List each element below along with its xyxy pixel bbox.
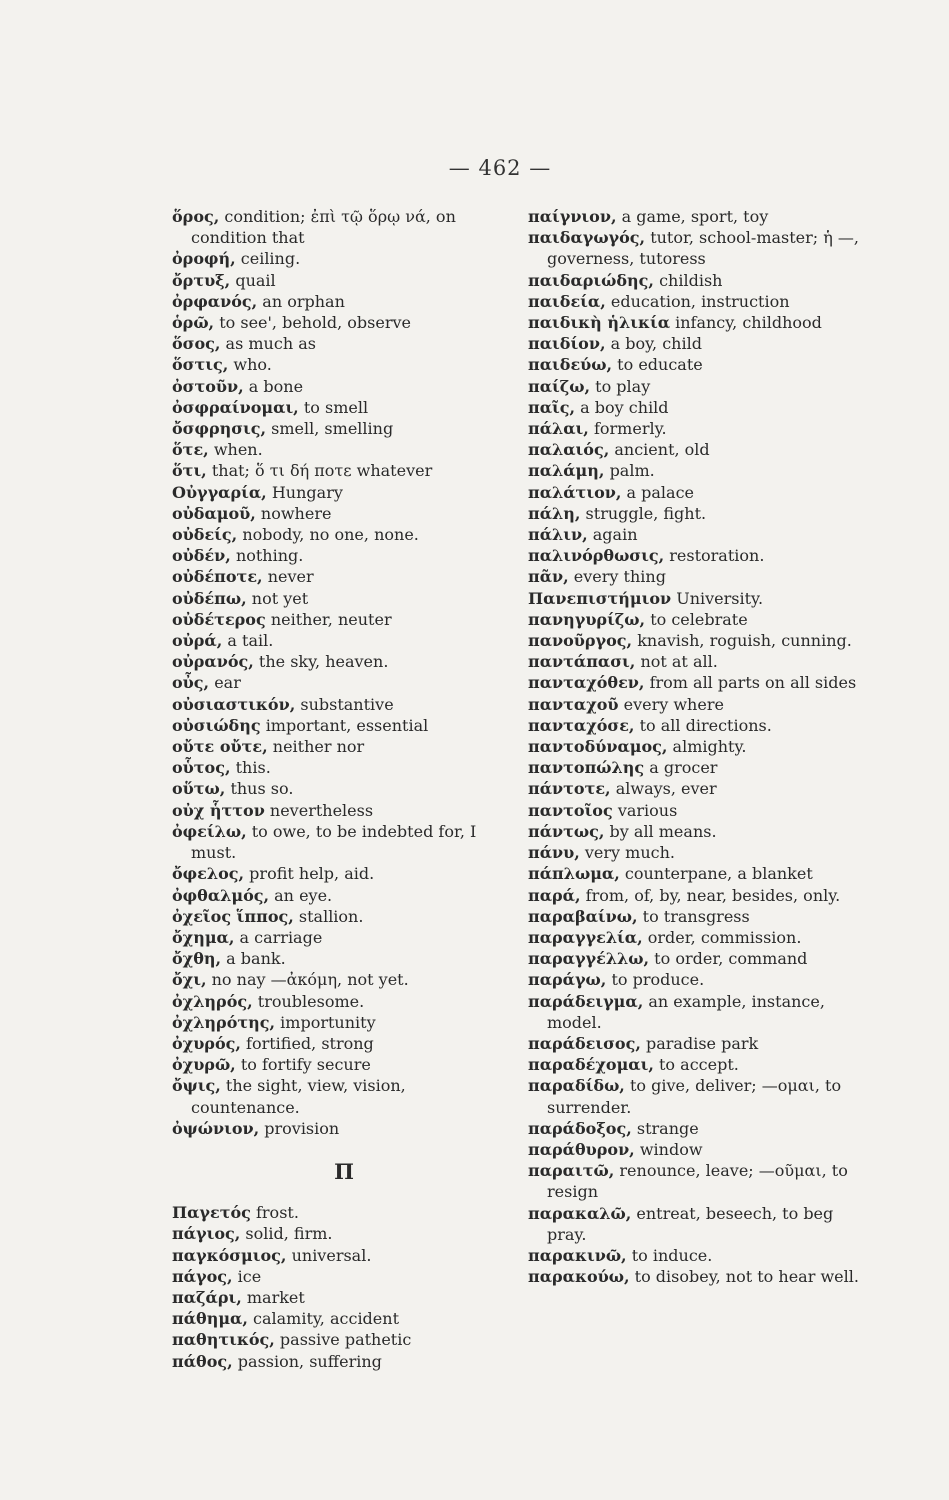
dictionary-entry xyxy=(172,1266,517,1287)
entry-definition: quail xyxy=(235,270,276,290)
entry-headword: ὄχημα, xyxy=(172,927,235,947)
dictionary-entry xyxy=(528,863,868,884)
dictionary-entry xyxy=(528,566,868,587)
entry-definition: formerly. xyxy=(593,419,667,439)
entry-definition: troublesome. xyxy=(257,991,365,1011)
entry-definition: a tail. xyxy=(227,631,274,651)
entry-definition: order, commission. xyxy=(647,927,802,947)
entry-headword: ὀχληρότης, xyxy=(172,1012,276,1032)
dictionary-entry xyxy=(528,630,868,651)
entry-headword: οὐδέπω, xyxy=(172,588,247,608)
dictionary-entry xyxy=(528,1075,868,1117)
entry-headword: παρά, xyxy=(528,885,581,905)
entry-definition: again xyxy=(592,525,638,545)
entry-definition: the sky, heaven. xyxy=(258,652,389,672)
entry-headword: παίγνιον, xyxy=(528,207,617,226)
entry-definition: to owe, to be indebted for, I must. xyxy=(191,821,477,863)
entry-headword: πάντοτε, xyxy=(528,779,611,799)
entry-definition: to induce. xyxy=(631,1245,713,1265)
entry-headword: ὅρος, xyxy=(172,207,220,226)
dictionary-entry xyxy=(172,524,517,545)
entry-headword: πάγος, xyxy=(172,1266,233,1286)
entry-headword: παλάτιον, xyxy=(528,482,622,502)
entry-definition: to play xyxy=(595,376,651,396)
dictionary-entry xyxy=(528,948,868,969)
entry-headword: παιδεύω, xyxy=(528,355,613,375)
entry-definition: passion, suffering xyxy=(237,1351,382,1371)
dictionary-entry xyxy=(172,672,517,693)
dictionary-entry xyxy=(528,524,868,545)
entry-headword: ὅσος, xyxy=(172,334,221,354)
entry-headword: πανοῦργος, xyxy=(528,631,633,651)
dictionary-entry xyxy=(528,227,868,269)
dictionary-entry xyxy=(172,885,517,906)
entry-headword: οὔτε οὔτε, xyxy=(172,737,268,757)
dictionary-entry xyxy=(172,906,517,927)
entry-definition: that; ὅ τι δή ποτε whatever xyxy=(211,461,433,481)
dictionary-entry xyxy=(172,630,517,651)
dictionary-entry xyxy=(172,927,517,948)
entry-headword: παλάμη, xyxy=(528,461,605,481)
entry-definition: nowhere xyxy=(260,503,332,523)
entry-headword: ὅτε, xyxy=(172,440,209,460)
dictionary-entry xyxy=(172,333,517,354)
dictionary-entry xyxy=(528,778,868,799)
entry-headword: παντοπώλης xyxy=(528,758,645,778)
entry-headword: παραδέχομαι, xyxy=(528,1055,654,1075)
entry-headword: ὀχυρός, xyxy=(172,1033,241,1053)
right-entries xyxy=(528,206,868,1287)
dictionary-entry xyxy=(528,1245,868,1266)
entry-headword: παρακούω, xyxy=(528,1267,630,1287)
dictionary-entry xyxy=(172,503,517,524)
entry-headword: πανταχοῦ xyxy=(528,694,619,714)
dictionary-entry xyxy=(172,948,517,969)
entry-headword: παιδικὴ ἡλικία xyxy=(528,313,671,333)
entry-headword: παράγω, xyxy=(528,970,607,990)
entry-definition: a bank. xyxy=(226,949,286,969)
entry-headword: παλαιός, xyxy=(528,440,610,460)
dictionary-entry xyxy=(172,248,517,269)
dictionary-entry xyxy=(528,206,868,227)
entry-definition: a grocer xyxy=(649,758,718,778)
entry-definition: a carriage xyxy=(239,927,323,947)
entry-headword: παιδαγωγός, xyxy=(528,228,646,248)
entry-headword: παράδοξος, xyxy=(528,1118,632,1138)
entry-headword: ὀχεῖος ἵππος, xyxy=(172,906,294,926)
entry-headword: πάλιν, xyxy=(528,525,588,545)
entry-headword: οὐρανός, xyxy=(172,652,254,672)
dictionary-entry xyxy=(172,545,517,566)
entry-headword: πάνυ, xyxy=(528,843,580,863)
dictionary-entry xyxy=(172,439,517,460)
entry-headword: παραγγελία, xyxy=(528,927,643,947)
entry-headword: πανταχόσε, xyxy=(528,715,635,735)
entry-definition: every thing xyxy=(573,567,666,587)
dictionary-entry xyxy=(528,927,868,948)
entry-headword: παντοδύναμος, xyxy=(528,737,668,757)
entry-definition: to all directions. xyxy=(639,715,772,735)
dictionary-entry xyxy=(172,1202,517,1223)
entry-headword: παρακαλῶ, xyxy=(528,1203,632,1223)
entry-definition: never xyxy=(267,567,314,587)
entry-definition: who. xyxy=(233,355,272,375)
entry-headword: οὖς, xyxy=(172,673,210,693)
dictionary-entry xyxy=(172,566,517,587)
entry-headword: ὅστις, xyxy=(172,355,229,375)
dictionary-entry xyxy=(528,418,868,439)
dictionary-entry xyxy=(528,588,868,609)
entry-definition: ancient, old xyxy=(614,440,710,460)
entry-headword: πανηγυρίζω, xyxy=(528,609,646,629)
dictionary-entry xyxy=(528,460,868,481)
entry-definition: window xyxy=(639,1139,703,1159)
entry-headword: οὐσιώδης xyxy=(172,715,261,735)
entry-definition: universal. xyxy=(291,1245,372,1265)
entry-definition: by all means. xyxy=(609,821,717,841)
dictionary-entry xyxy=(172,1118,517,1139)
entry-headword: οὐσιαστικόν, xyxy=(172,694,296,714)
entry-headword: ὄχι, xyxy=(172,970,207,990)
left-entries-pi xyxy=(172,1202,517,1372)
entry-definition: to give, deliver; —ομαι, to surrender. xyxy=(547,1076,842,1117)
entry-definition: important, essential xyxy=(265,715,429,735)
dictionary-entry xyxy=(528,991,868,1033)
entry-headword: οὐδέτερος xyxy=(172,609,266,629)
dictionary-entry xyxy=(172,206,517,248)
entry-definition: strange xyxy=(636,1118,699,1138)
dictionary-entry xyxy=(172,969,517,990)
entry-headword: οὐδέποτε, xyxy=(172,567,263,587)
entry-headword: ὀψώνιον, xyxy=(172,1118,260,1138)
dictionary-entry xyxy=(172,1351,517,1372)
dictionary-entry xyxy=(528,354,868,375)
entry-headword: πάλαι, xyxy=(528,419,589,439)
entry-headword: παιδεία, xyxy=(528,291,606,311)
entry-definition: importunity xyxy=(280,1012,376,1032)
entry-definition: nobody, no one, none. xyxy=(242,525,419,545)
dictionary-entry xyxy=(528,1160,868,1202)
entry-headword: ὀχυρῶ, xyxy=(172,1055,236,1075)
entry-definition: a boy, child xyxy=(610,334,702,354)
entry-definition: neither nor xyxy=(272,737,365,757)
dictionary-entry xyxy=(528,312,868,333)
dictionary-entry xyxy=(172,312,517,333)
entry-definition: as much as xyxy=(225,334,316,354)
entry-headword: οὐδαμοῦ, xyxy=(172,503,256,523)
entry-definition: to see', behold, observe xyxy=(219,313,411,333)
entry-definition: calamity, accident xyxy=(253,1309,399,1329)
dictionary-entry xyxy=(172,715,517,736)
entry-definition: passive pathetic xyxy=(279,1330,412,1350)
dictionary-entry xyxy=(528,291,868,312)
entry-definition: market xyxy=(246,1287,305,1307)
entry-headword: παντάπασι, xyxy=(528,652,636,672)
dictionary-entry xyxy=(528,672,868,693)
entry-definition: the sight, view, vision, countenance. xyxy=(191,1076,406,1117)
dictionary-entry xyxy=(172,863,517,884)
entry-definition: ceiling. xyxy=(240,249,301,269)
page-number: — 462 — xyxy=(448,156,552,180)
entry-headword: παράδεισος, xyxy=(528,1033,641,1053)
dictionary-entry xyxy=(528,439,868,460)
entry-definition: to disobey, not to hear well. xyxy=(634,1267,859,1287)
dictionary-entry xyxy=(528,800,868,821)
entry-headword: παρακινῶ, xyxy=(528,1245,627,1265)
entry-definition: condition; ἐπὶ τῷ ὅρῳ νά, on condition that xyxy=(191,207,456,248)
entry-definition: no nay —ἀκόμη, not yet. xyxy=(211,970,409,990)
entry-headword: Παγετός xyxy=(172,1203,251,1223)
entry-definition: knavish, roguish, cunning. xyxy=(637,631,852,651)
dictionary-entry xyxy=(528,503,868,524)
entry-definition: this. xyxy=(235,758,271,778)
entry-headword: ὄσφρησις, xyxy=(172,419,267,439)
entry-definition: provision xyxy=(264,1118,340,1138)
entry-headword: ὀροφή, xyxy=(172,249,236,269)
dictionary-entry xyxy=(528,1266,868,1287)
entry-definition: to fortify secure xyxy=(240,1055,371,1075)
entry-headword: παραδίδω, xyxy=(528,1076,625,1096)
dictionary-entry xyxy=(172,757,517,778)
entry-definition: struggle, fight. xyxy=(585,503,707,523)
dictionary-entry xyxy=(172,821,517,863)
entry-headword: παθητικός, xyxy=(172,1330,275,1350)
dictionary-entry xyxy=(172,1245,517,1266)
entry-definition: to accept. xyxy=(659,1055,739,1075)
entry-headword: παράθυρον, xyxy=(528,1139,635,1159)
dictionary-entry xyxy=(528,969,868,990)
entry-definition: substantive xyxy=(300,694,394,714)
entry-definition: very much. xyxy=(584,843,675,863)
dictionary-entry xyxy=(172,460,517,481)
entry-headword: παῖς, xyxy=(528,397,576,417)
dictionary-entry xyxy=(172,376,517,397)
dictionary-entry xyxy=(528,270,868,291)
entry-definition: renounce, leave; —οῦμαι, to resign xyxy=(547,1161,848,1202)
dictionary-entry xyxy=(528,736,868,757)
entry-headword: οὐχ ἧττον xyxy=(172,800,265,820)
left-column xyxy=(172,206,517,1372)
entry-headword: παλινόρθωσις, xyxy=(528,546,665,566)
entry-definition: childish xyxy=(659,270,723,290)
entry-definition: almighty. xyxy=(672,737,747,757)
entry-definition: stallion. xyxy=(298,906,364,926)
dictionary-entry xyxy=(172,291,517,312)
dictionary-entry xyxy=(172,1223,517,1244)
entry-headword: ὄφελος, xyxy=(172,864,245,884)
entry-headword: ὀρφανός, xyxy=(172,291,258,311)
entry-headword: παίζω, xyxy=(528,376,591,396)
entry-definition: paradise park xyxy=(646,1033,759,1053)
entry-definition: University. xyxy=(676,588,764,608)
right-column xyxy=(528,206,868,1287)
dictionary-entry xyxy=(528,1033,868,1054)
entry-headword: ὁρῶ, xyxy=(172,313,215,333)
entry-definition: solid, firm. xyxy=(245,1224,333,1244)
entry-definition: to celebrate xyxy=(650,609,748,629)
entry-definition: thus so. xyxy=(230,779,294,799)
entry-headword: παντοῖος xyxy=(528,800,613,820)
entry-definition: fortified, strong xyxy=(246,1033,374,1053)
dictionary-entry xyxy=(172,1012,517,1033)
dictionary-entry xyxy=(528,757,868,778)
entry-definition: when. xyxy=(213,440,263,460)
dictionary-entry xyxy=(528,376,868,397)
entry-headword: οὐδέν, xyxy=(172,546,231,566)
entry-definition: to order, command xyxy=(654,949,808,969)
entry-definition: an example, instance, model. xyxy=(547,991,825,1032)
dictionary-entry xyxy=(172,588,517,609)
entry-headword: παγκόσμιος, xyxy=(172,1245,287,1265)
entry-headword: παιδαριώδης, xyxy=(528,270,654,290)
entry-headword: ὀσφραίνομαι, xyxy=(172,397,299,417)
entry-headword: οὐρά, xyxy=(172,631,223,651)
entry-definition: a palace xyxy=(626,482,694,502)
dictionary-entry xyxy=(528,333,868,354)
entry-headword: ὀχληρός, xyxy=(172,991,253,1011)
dictionary-entry xyxy=(172,800,517,821)
entry-definition: to transgress xyxy=(642,906,750,926)
section-letter-pi: Π xyxy=(334,1158,355,1184)
entry-definition: every where xyxy=(623,694,724,714)
dictionary-entry xyxy=(172,354,517,375)
dictionary-entry xyxy=(172,482,517,503)
entry-headword: πάλη, xyxy=(528,503,581,523)
dictionary-entry xyxy=(528,545,868,566)
entry-headword: παραιτῶ, xyxy=(528,1161,615,1181)
entry-definition: Hungary xyxy=(271,482,343,502)
entry-definition: entreat, beseech, to beg pray. xyxy=(547,1203,834,1244)
entry-definition: profit help, aid. xyxy=(249,864,375,884)
entry-definition: palm. xyxy=(609,461,655,481)
entry-definition: a boy child xyxy=(580,397,669,417)
entry-headword: ὄχθη, xyxy=(172,949,222,969)
dictionary-entry xyxy=(528,1118,868,1139)
entry-headword: ὀφείλω, xyxy=(172,821,247,841)
entry-definition: ice xyxy=(237,1266,262,1286)
dictionary-entry xyxy=(172,991,517,1012)
dictionary-entry xyxy=(172,736,517,757)
entry-definition: to educate xyxy=(617,355,703,375)
entry-headword: ὅτι, xyxy=(172,461,207,481)
entry-definition: education, instruction xyxy=(610,291,790,311)
entry-definition: smell, smelling xyxy=(271,419,394,439)
entry-headword: πάγιος, xyxy=(172,1224,241,1244)
entry-definition: neither, neuter xyxy=(270,609,392,629)
entry-definition: ear xyxy=(214,673,241,693)
entry-headword: παράδειγμα, xyxy=(528,991,644,1011)
dictionary-entry xyxy=(172,1075,517,1117)
dictionary-entry xyxy=(528,906,868,927)
dictionary-entry xyxy=(528,885,868,906)
entry-headword: παραβαίνω, xyxy=(528,906,638,926)
entry-definition: frost. xyxy=(255,1203,299,1223)
dictionary-entry xyxy=(172,609,517,630)
entry-definition: tutor, school-master; ἡ —, governess, tutoress xyxy=(547,228,860,269)
entry-definition: a bone xyxy=(248,376,304,396)
dictionary-entry xyxy=(528,397,868,418)
dictionary-entry xyxy=(172,1308,517,1329)
entry-headword: Πανεπιστήμιον xyxy=(528,588,672,608)
dictionary-entry xyxy=(528,609,868,630)
dictionary-entry xyxy=(172,1033,517,1054)
entry-definition: not yet xyxy=(251,588,309,608)
dictionary-entry xyxy=(528,821,868,842)
entry-definition: not at all. xyxy=(640,652,718,672)
entry-headword: οὐδείς, xyxy=(172,525,238,545)
dictionary-entry xyxy=(528,1054,868,1075)
dictionary-entry xyxy=(528,1203,868,1245)
entry-headword: πανταχόθεν, xyxy=(528,673,645,693)
entry-definition: counterpane, a blanket xyxy=(624,864,813,884)
entry-headword: παιδίον, xyxy=(528,334,606,354)
entry-definition: nevertheless xyxy=(269,800,374,820)
dictionary-entry xyxy=(172,418,517,439)
dictionary-entry xyxy=(528,482,868,503)
dictionary-entry xyxy=(172,397,517,418)
entry-definition: always, ever xyxy=(615,779,717,799)
entry-headword: παζάρι, xyxy=(172,1287,242,1307)
entry-headword: πάθος, xyxy=(172,1351,233,1371)
entry-headword: ὀφθαλμός, xyxy=(172,885,270,905)
entry-headword: πᾶν, xyxy=(528,567,569,587)
entry-definition: restoration. xyxy=(669,546,765,566)
entry-definition: from all parts on all sides xyxy=(649,673,857,693)
entry-headword: Οὐγγαρία, xyxy=(172,482,267,502)
dictionary-entry xyxy=(172,1329,517,1350)
entry-definition: an orphan xyxy=(262,291,345,311)
dictionary-entry xyxy=(172,1054,517,1075)
entry-definition: infancy, childhood xyxy=(675,313,822,333)
dictionary-entry xyxy=(528,651,868,672)
entry-definition: a game, sport, toy xyxy=(621,207,769,226)
entry-headword: οὕτω, xyxy=(172,779,226,799)
dictionary-entry xyxy=(172,694,517,715)
dictionary-entry xyxy=(528,842,868,863)
dictionary-entry xyxy=(528,1139,868,1160)
entry-definition: nothing. xyxy=(235,546,304,566)
entry-headword: οὗτος, xyxy=(172,758,231,778)
entry-headword: ὄρτυξ, xyxy=(172,270,231,290)
dictionary-entry xyxy=(172,270,517,291)
dictionary-entry xyxy=(172,778,517,799)
entry-headword: ὀστοῦν, xyxy=(172,376,244,396)
dictionary-entry xyxy=(528,715,868,736)
entry-headword: πάθημα, xyxy=(172,1309,248,1329)
entry-headword: παραγγέλλω, xyxy=(528,949,650,969)
entry-definition: to smell xyxy=(303,397,369,417)
entry-headword: πάπλωμα, xyxy=(528,864,620,884)
dictionary-entry xyxy=(172,651,517,672)
entry-headword: πάντως, xyxy=(528,821,605,841)
entry-definition: an eye. xyxy=(274,885,333,905)
entry-definition: from, of, by, near, besides, only. xyxy=(585,885,841,905)
dictionary-entry xyxy=(172,1287,517,1308)
dictionary-entry xyxy=(528,694,868,715)
entry-definition: various xyxy=(617,800,678,820)
entry-headword: ὄψις, xyxy=(172,1076,221,1096)
left-entries-o xyxy=(172,206,517,1139)
entry-definition: to produce. xyxy=(611,970,705,990)
